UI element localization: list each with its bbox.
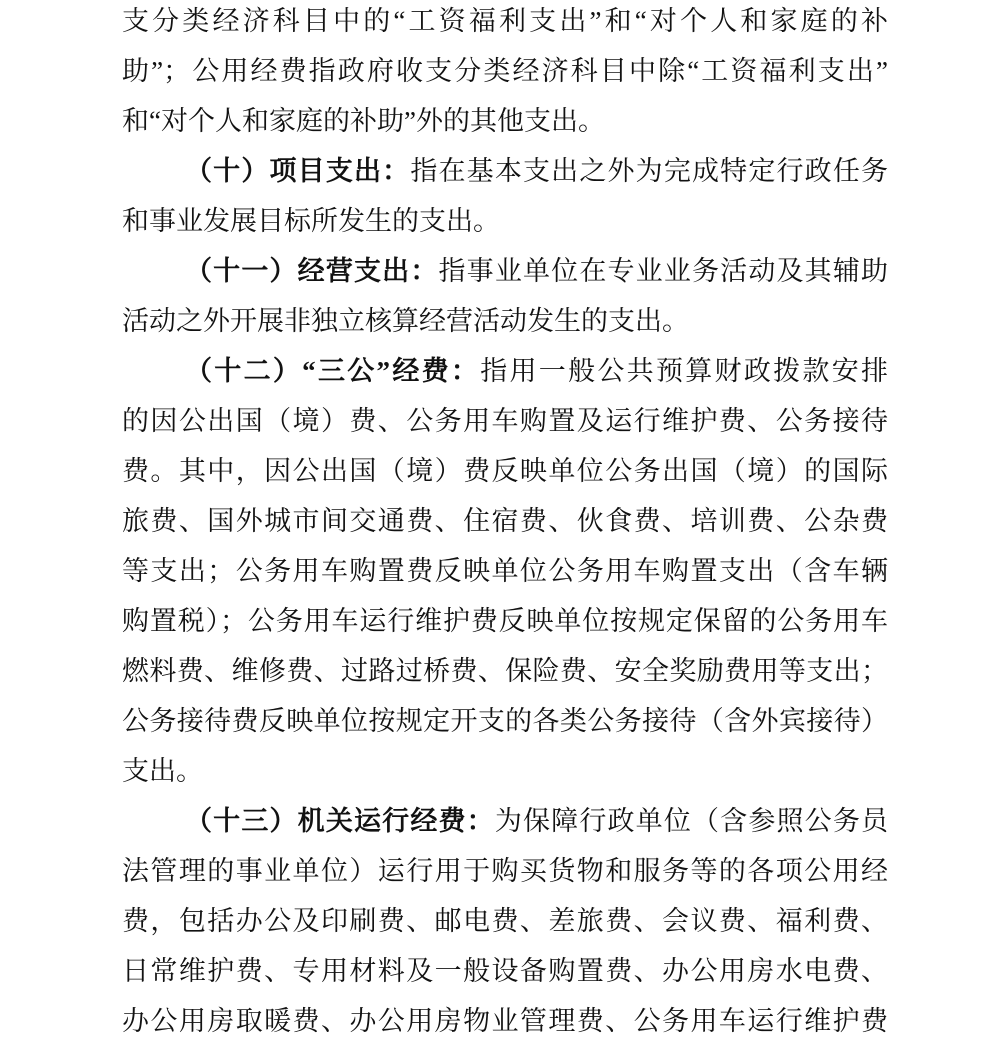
line-text: 费。其中，因公出国（境）费反映单位公务出国（境）的国际 (122, 456, 888, 486)
text-line (122, 246, 888, 296)
text-line (122, 346, 888, 396)
line-text: 日常维护费、专用材料及一般设备购置费、办公用房水电费、 (122, 956, 888, 986)
line-text: 支出。 (122, 756, 203, 786)
section-heading: （十）项目支出： (185, 156, 411, 186)
text-line (122, 846, 888, 896)
line-text: 和事业发展目标所发生的支出。 (122, 206, 500, 236)
text-line (122, 796, 888, 846)
line-text: 公务接待费反映单位按规定开支的各类公务接待（含外宾接待） (122, 706, 888, 736)
text-line (122, 496, 888, 546)
text-line (122, 0, 888, 46)
section-heading: （十二）“三公”经费： (185, 356, 481, 386)
line-text: 指事业单位在专业业务活动及其辅助 (438, 256, 888, 286)
line-text: 指在基本支出之外为完成特定行政任务 (410, 156, 889, 186)
line-text: 购置税）；公务用车运行维护费反映单位按规定保留的公务用车 (122, 606, 888, 636)
text-line (122, 746, 888, 796)
text-line (122, 196, 888, 246)
text-line (122, 296, 888, 346)
text-line (122, 646, 888, 696)
text-line (122, 396, 888, 446)
line-text: 的因公出国（境）费、公务用车购置及运行维护费、公务接待 (122, 406, 888, 436)
line-text: 支分类经济科目中的“工资福利支出”和“对个人和家庭的补 (122, 6, 888, 36)
text-line (122, 596, 888, 646)
text-line (122, 546, 888, 596)
line-text: 为保障行政单位（含参照公务员 (494, 806, 889, 836)
text-line (122, 996, 888, 1043)
text-line (122, 146, 888, 196)
line-text: 办公用房取暖费、办公用房物业管理费、公务用车运行维护费 (122, 1006, 888, 1036)
text-line (122, 946, 888, 996)
text-line (122, 446, 888, 496)
document-text-block (122, 0, 888, 1043)
text-line (122, 46, 888, 96)
line-text: 等支出；公务用车购置费反映单位公务用车购置支出（含车辆 (122, 556, 888, 586)
text-line (122, 96, 888, 146)
line-text: 法管理的事业单位）运行用于购买货物和服务等的各项公用经 (122, 856, 888, 886)
section-heading: （十三）机关运行经费： (185, 806, 495, 836)
line-text: 燃料费、维修费、过路过桥费、保险费、安全奖励费用等支出； (122, 656, 888, 686)
line-text: 旅费、国外城市间交通费、住宿费、伙食费、培训费、公杂费 (122, 506, 888, 536)
section-heading: （十一）经营支出： (185, 256, 439, 286)
line-text: 活动之外开展非独立核算经营活动发生的支出。 (122, 306, 689, 336)
text-line (122, 896, 888, 946)
line-text: 和“对个人和家庭的补助”外的其他支出。 (122, 106, 605, 136)
line-text: 费，包括办公及印刷费、邮电费、差旅费、会议费、福利费、 (122, 906, 888, 936)
line-text: 指用一般公共预算财政拨款安排 (480, 356, 889, 386)
text-line (122, 696, 888, 746)
line-text: 助”；公用经费指政府收支分类经济科目中除“工资福利支出” (122, 56, 888, 86)
